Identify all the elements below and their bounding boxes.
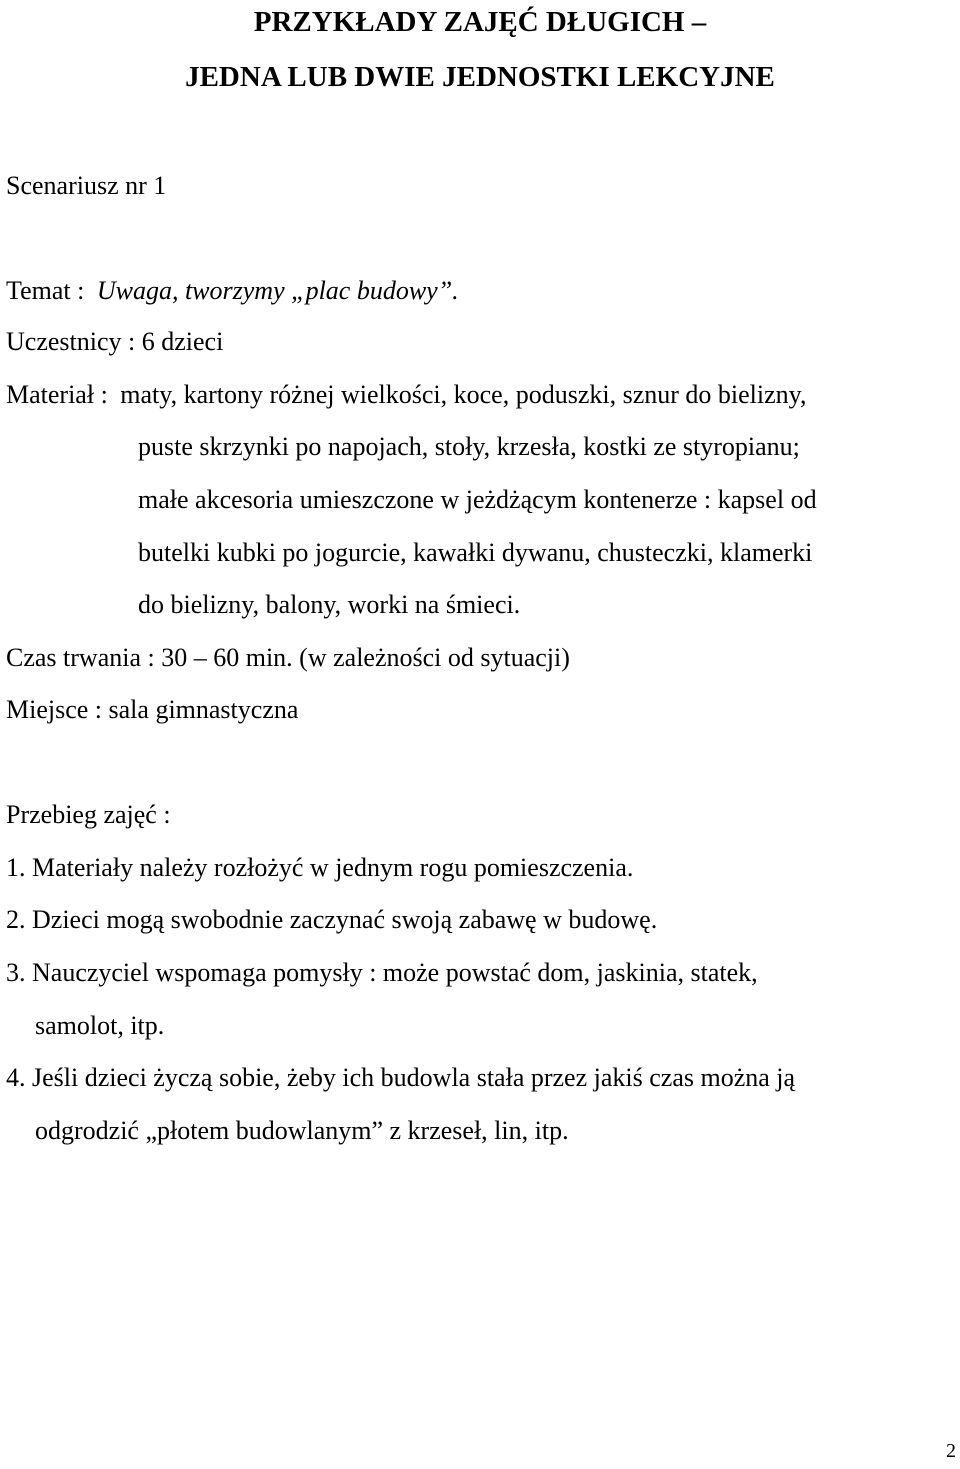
materials-text: maty, kartony różnej wielkości, koce, poduszki, sznur do bielizny, xyxy=(120,380,807,409)
step-number: 3. xyxy=(6,958,26,987)
step-text: Dzieci mogą swobodnie zaczynać swoją zabawę w budowę. xyxy=(32,905,658,934)
course-step xyxy=(6,953,758,993)
step-text: Nauczyciel wspomaga pomysły : może powstać dom, jaskinia, statek, xyxy=(32,958,758,987)
course-step xyxy=(6,900,657,940)
materials-label: Materiał : xyxy=(6,380,108,409)
step-text: Materiały należy rozłożyć w jednym rogu pomieszczenia. xyxy=(32,853,634,882)
materials-line-1 xyxy=(6,375,806,415)
materials-line-3: małe akcesoria umieszczone w jeżdżącym kontenerze : kapsel od xyxy=(138,485,817,514)
scenario-number: Scenariusz nr 1 xyxy=(6,171,167,200)
topic-line xyxy=(6,271,459,311)
course-heading: Przebieg zajęć : xyxy=(6,800,171,829)
materials-line-4: butelki kubki po jogurcie, kawałki dywanu, chusteczki, klamerki xyxy=(138,538,813,567)
step-text-continuation: samolot, itp. xyxy=(35,1011,165,1040)
step-number: 1. xyxy=(6,853,26,882)
place-line: Miejsce : sala gimnastyczna xyxy=(6,695,299,724)
topic-value: Uwaga, tworzymy „plac budowy”. xyxy=(96,276,459,305)
title-line-2: JEDNA LUB DWIE JEDNOSTKI LEKCYJNE xyxy=(185,61,775,93)
step-number: 2. xyxy=(6,905,26,934)
materials-line-5: do bielizny, balony, worki na śmieci. xyxy=(138,590,521,619)
step-number: 4. xyxy=(6,1063,26,1092)
step-text-continuation: odgrodzić „płotem budowlanym” z krzeseł, lin, itp. xyxy=(35,1116,569,1145)
title-line-1: PRZYKŁADY ZAJĘĆ DŁUGICH – xyxy=(253,6,707,38)
participants-line: Uczestnicy : 6 dzieci xyxy=(6,327,224,356)
page-number: 2 xyxy=(946,1440,956,1462)
materials-line-2: puste skrzynki po napojach, stoły, krzesła, kostki ze styropianu; xyxy=(138,432,800,461)
course-step xyxy=(6,848,633,888)
course-step xyxy=(6,1058,795,1098)
duration-line: Czas trwania : 30 – 60 min. (w zależności od sytuacji) xyxy=(6,643,570,672)
step-text: Jeśli dzieci życzą sobie, żeby ich budowla stała przez jakiś czas można ją xyxy=(32,1063,796,1092)
topic-label: Temat : xyxy=(6,276,85,305)
